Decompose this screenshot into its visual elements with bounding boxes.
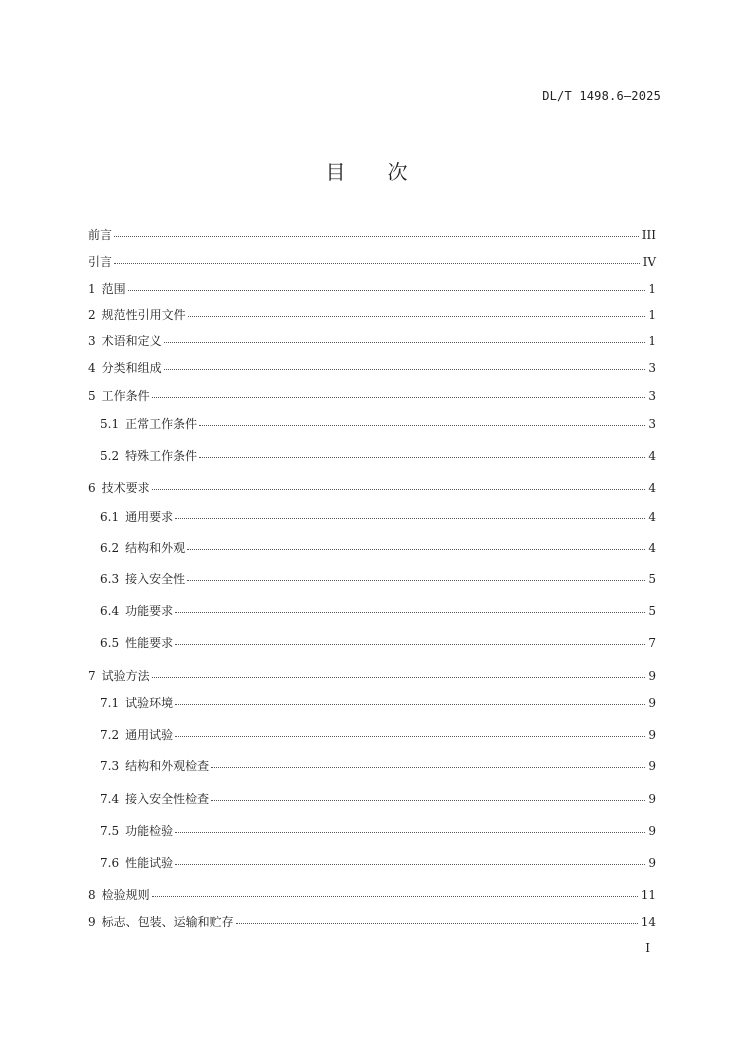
toc-entry[interactable] [88,306,656,324]
toc-entry[interactable] [88,387,656,405]
toc-entry-number: 8 [88,888,96,902]
toc-entry-title: 工作条件 [101,389,150,403]
toc-leader-dots [175,704,645,705]
toc-entry[interactable] [88,226,656,244]
toc-leader-dots [199,425,645,426]
toc-leader-dots [152,397,645,398]
toc-entry-label [88,667,150,685]
toc-leader-dots [188,316,645,317]
toc-entry-page: 1 [648,308,656,322]
toc-entry[interactable] [88,280,656,298]
toc-entry-number: 6 [88,481,96,495]
toc-entry-title: 范围 [101,282,126,296]
toc-entry-label [88,306,186,324]
toc-entry-title: 正常工作条件 [125,417,198,431]
toc-entry-label [100,570,185,588]
toc-leader-dots [175,736,645,737]
toc-entry[interactable] [88,332,656,350]
toc-entry-title: 试验方法 [101,669,150,683]
toc-entry-label [88,886,150,904]
toc-entry-title: 性能试验 [125,856,174,870]
toc-leader-dots [175,644,645,645]
toc-entry[interactable] [100,539,656,557]
toc-leader-dots [175,832,645,833]
toc-entry[interactable] [100,854,656,872]
toc-entry-page: 9 [648,856,656,870]
toc-entry-number: 7 [88,669,96,683]
toc-entry[interactable] [100,602,656,620]
toc-entry-page: 14 [640,915,656,929]
toc-entry-number: 7.4 [100,792,120,806]
page-folio: I [645,941,650,955]
toc-entry-page: 4 [648,481,656,495]
toc-entry-number: 6.1 [100,510,120,524]
toc-entry-title: 标志、包装、运输和贮存 [101,915,234,929]
toc-entry-page: 4 [648,541,656,555]
title-char-1: 目 [325,160,346,184]
toc-entry-page: 3 [648,361,656,375]
toc-entry-number: 7.2 [100,728,120,742]
toc-entry-page: 7 [648,636,656,650]
toc-entry-label [100,447,197,465]
toc-entry-label [100,602,173,620]
toc-entry-label [100,854,173,872]
toc-entry-label [100,726,173,744]
toc-entry-number: 2 [88,308,96,322]
toc-leader-dots [164,369,645,370]
toc-entry-label [88,226,112,244]
toc-entry-title: 结构和外观检查 [125,759,210,773]
toc-leader-dots [164,342,645,343]
toc-entry-title: 检验规则 [101,888,150,902]
toc-entry-title: 技术要求 [101,481,150,495]
toc-entry-title: 通用要求 [125,510,174,524]
toc-entry[interactable] [100,822,656,840]
toc-entry[interactable] [88,913,656,931]
toc-entry-label [88,359,162,377]
toc-entry-page: 5 [648,604,656,618]
toc-entry-title: 试验环境 [125,696,174,710]
toc-entry-page: 9 [648,696,656,710]
toc-entry-title: 特殊工作条件 [125,449,198,463]
toc-entry-title: 前言 [88,228,113,242]
toc-entry-number: 6.4 [100,604,120,618]
toc-entry-title: 引言 [88,255,113,269]
toc-leader-dots [152,677,645,678]
toc-entry-page: 9 [648,728,656,742]
toc-leader-dots [114,236,639,237]
toc-entry-label [88,387,150,405]
standard-code: DL/T 1498.6—2025 [542,89,661,103]
toc-entry-label [100,694,173,712]
toc-leader-dots [236,923,638,924]
toc-entry-number: 5.1 [100,417,120,431]
toc-entry-page: 11 [640,888,656,902]
toc-leader-dots [128,290,645,291]
toc-entry-label [100,757,209,775]
toc-entry-number: 5.2 [100,449,120,463]
toc-leader-dots [175,864,645,865]
toc-entry-label [100,822,173,840]
title-char-2: 次 [387,160,408,184]
toc-entry-number: 1 [88,282,96,296]
toc-entry[interactable] [100,447,656,465]
toc-leader-dots [199,457,645,458]
toc-entry-number: 7.5 [100,824,120,838]
toc-entry[interactable] [100,570,656,588]
toc-entry-page: 5 [648,572,656,586]
toc-entry-label [88,479,150,497]
toc-entry-page: 4 [648,510,656,524]
toc-entry-number: 7.1 [100,696,120,710]
toc-entry-label [88,253,112,271]
toc-entry[interactable] [100,790,656,808]
toc-entry-label [88,332,162,350]
toc-entry-page: 9 [648,824,656,838]
toc-entry-label [100,634,173,652]
toc-leader-dots [152,896,638,897]
toc-entry-page: 1 [648,282,656,296]
toc-entry-page: 3 [648,417,656,431]
toc-entry-page: 1 [648,334,656,348]
toc-entry-title: 结构和外观 [125,541,186,555]
toc-entry[interactable] [88,253,656,271]
toc-entry-label [88,280,126,298]
toc-entry-page: 9 [648,669,656,683]
toc-leader-dots [152,489,645,490]
toc-entry-title: 接入安全性检查 [125,792,210,806]
toc-leader-dots [175,612,645,613]
toc-entry-number: 4 [88,361,96,375]
toc-entry-title: 分类和组成 [101,361,162,375]
toc-entry-label [100,508,173,526]
toc-entry-number: 6.3 [100,572,120,586]
toc-entry[interactable] [100,694,656,712]
toc-entry[interactable] [100,757,656,775]
toc-entry-number: 9 [88,915,96,929]
toc-leader-dots [175,518,645,519]
toc-entry-page: 4 [648,449,656,463]
page-title [0,156,733,185]
toc-entry-label [100,415,197,433]
toc-entry-title: 功能要求 [125,604,174,618]
toc-entry-number: 7.3 [100,759,120,773]
toc-entry-number: 5 [88,389,96,403]
toc-leader-dots [187,549,645,550]
toc-entry-number: 7.6 [100,856,120,870]
toc-entry-title: 接入安全性 [125,572,186,586]
toc-entry[interactable] [100,415,656,433]
toc-leader-dots [114,263,640,264]
toc-entry-number: 6.2 [100,541,120,555]
toc-entry-label [100,539,185,557]
toc-entry-label [88,913,234,931]
toc-entry[interactable] [88,886,656,904]
toc-entry-number: 6.5 [100,636,120,650]
toc-entry[interactable] [100,634,656,652]
toc-entry-page: 9 [648,792,656,806]
toc-leader-dots [211,800,645,801]
toc-entry-page: IV [642,255,656,269]
toc-entry[interactable] [100,508,656,526]
toc-entry-label [100,790,209,808]
toc-entry-title: 通用试验 [125,728,174,742]
toc-entry-title: 术语和定义 [101,334,162,348]
toc-entry-page: 9 [648,759,656,773]
toc-entry[interactable] [88,359,656,377]
toc-entry-number: 3 [88,334,96,348]
toc-entry-title: 规范性引用文件 [101,308,186,322]
toc-leader-dots [187,580,645,581]
toc-entry-page: 3 [648,389,656,403]
toc-entry-title: 性能要求 [125,636,174,650]
toc-entry-title: 功能检验 [125,824,174,838]
toc-entry[interactable] [100,726,656,744]
toc-entry[interactable] [88,667,656,685]
toc-entry[interactable] [88,479,656,497]
toc-entry-page: III [641,228,656,242]
toc-leader-dots [211,767,645,768]
